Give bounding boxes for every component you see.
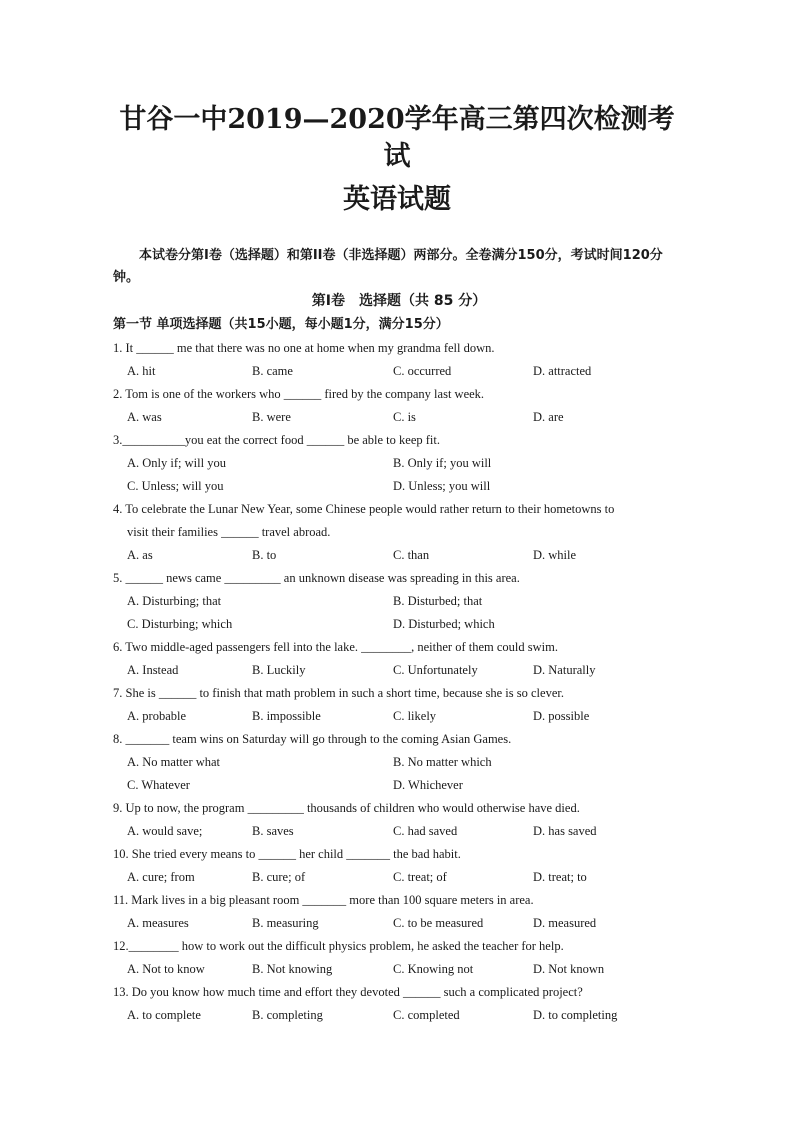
question-stem: 12.________ how to work out the difficult physics problem, he asked the teacher for help. xyxy=(113,939,564,953)
answer-option: A. as xyxy=(127,548,153,562)
option-row xyxy=(113,544,693,567)
question-stem: 11. Mark lives in a big pleasant room _______ more than 100 square meters in area. xyxy=(113,893,534,907)
answer-option: D. Not known xyxy=(533,962,605,976)
exam-title-line1: 甘谷一中2019—2020学年高三第四次检测考 xyxy=(119,104,675,135)
answer-option: D. while xyxy=(533,548,577,562)
answer-option: A. hit xyxy=(127,364,156,378)
answer-option: B. Not knowing xyxy=(252,962,333,976)
answer-option: D. are xyxy=(533,410,564,424)
answer-option: B. were xyxy=(252,410,291,424)
answer-option: C. Unfortunately xyxy=(393,663,478,677)
option-row xyxy=(113,705,693,728)
answer-option: B. saves xyxy=(252,824,294,838)
option-row xyxy=(113,452,693,475)
question-stem: 13. Do you know how much time and effort they devoted ______ such a complicated project? xyxy=(113,985,583,999)
option-row xyxy=(113,360,693,383)
question-stem: 10. She tried every means to ______ her child _______ the bad habit. xyxy=(113,847,461,861)
option-row xyxy=(113,820,693,843)
question-stem: 6. Two middle-aged passengers fell into the lake. ________, neither of them could swim. xyxy=(113,640,558,654)
answer-option: C. had saved xyxy=(393,824,458,838)
option-row xyxy=(113,866,693,889)
answer-option: B. impossible xyxy=(252,709,321,723)
question-stem: 2. Tom is one of the workers who ______ fired by the company last week. xyxy=(113,387,485,401)
option-row xyxy=(113,912,693,935)
answer-option: B. came xyxy=(252,364,293,378)
question-stem: 8. _______ team wins on Saturday will go through to the coming Asian Games. xyxy=(113,732,512,746)
exam-intro: 本试卷分第I卷（选择题）和第II卷（非选择题）两部分。全卷满分150分，考试时间120分钟。 xyxy=(113,248,663,285)
answer-option: A. would save; xyxy=(127,824,203,838)
answer-option: C. Disturbing; which xyxy=(127,617,233,631)
answer-option: A. cure; from xyxy=(127,870,195,884)
answer-option: D. treat; to xyxy=(533,870,587,884)
question-stem: 7. She is ______ to finish that math problem in such a short time, because she is so clever. xyxy=(113,686,564,700)
section1-title: 第一节 单项选择题（共15小题，每小题1分，满分15分） xyxy=(113,317,449,332)
answer-option: A. Only if; will you xyxy=(127,456,226,470)
question-stem: visit their families ______ travel abroad. xyxy=(127,525,331,539)
answer-option: C. treat; of xyxy=(393,870,447,884)
answer-option: B. Only if; you will xyxy=(393,456,492,470)
answer-option: D. possible xyxy=(533,709,590,723)
answer-option: D. to completing xyxy=(533,1008,618,1022)
exam-title-line2: 试 xyxy=(383,141,411,172)
answer-option: C. occurred xyxy=(393,364,452,378)
option-row xyxy=(113,1004,693,1027)
answer-option: B. Disturbed; that xyxy=(393,594,483,608)
answer-option: D. Whichever xyxy=(393,778,463,792)
answer-option: A. was xyxy=(127,410,162,424)
question-stem: 3.__________you eat the correct food ______ be able to keep fit. xyxy=(113,433,440,447)
answer-option: C. Knowing not xyxy=(393,962,474,976)
answer-option: C. Whatever xyxy=(127,778,190,792)
part1-title: 第Ⅰ卷 选择题（共 85 分） xyxy=(311,293,487,309)
answer-option: C. completed xyxy=(393,1008,460,1022)
question-stem: 1. It ______ me that there was no one at home when my grandma fell down. xyxy=(113,341,495,355)
answer-option: C. than xyxy=(393,548,430,562)
answer-option: D. Unless; you will xyxy=(393,479,491,493)
answer-option: A. No matter what xyxy=(127,755,221,769)
answer-option: B. cure; of xyxy=(252,870,306,884)
answer-option: D. Disturbed; which xyxy=(393,617,495,631)
answer-option: B. completing xyxy=(252,1008,323,1022)
answer-option: A. Instead xyxy=(127,663,179,677)
answer-option: A. measures xyxy=(127,916,189,930)
question-stem: 9. Up to now, the program _________ thousands of children who would otherwise have died. xyxy=(113,801,580,815)
question-stem: 5. ______ news came _________ an unknown disease was spreading in this area. xyxy=(113,571,520,585)
answer-option: D. measured xyxy=(533,916,597,930)
answer-option: B. Luckily xyxy=(252,663,306,677)
answer-option: D. Naturally xyxy=(533,663,596,677)
option-row xyxy=(113,774,693,797)
option-row xyxy=(113,613,693,636)
answer-option: A. Disturbing; that xyxy=(127,594,222,608)
option-row xyxy=(113,475,693,498)
answer-option: B. No matter which xyxy=(393,755,492,769)
answer-option: A. Not to know xyxy=(127,962,205,976)
exam-subtitle: 英语试题 xyxy=(343,184,451,215)
question-list xyxy=(113,337,693,1027)
answer-option: D. attracted xyxy=(533,364,592,378)
option-row xyxy=(113,958,693,981)
answer-option: B. measuring xyxy=(252,916,319,930)
option-row xyxy=(113,659,693,682)
answer-option: C. Unless; will you xyxy=(127,479,224,493)
question-stem: 4. To celebrate the Lunar New Year, some Chinese people would rather return to their hometowns to xyxy=(113,502,615,516)
answer-option: A. probable xyxy=(127,709,187,723)
answer-option: C. likely xyxy=(393,709,437,723)
answer-option: C. is xyxy=(393,410,416,424)
answer-option: A. to complete xyxy=(127,1008,201,1022)
option-row xyxy=(113,751,693,774)
option-row xyxy=(113,406,693,429)
answer-option: C. to be measured xyxy=(393,916,484,930)
option-row xyxy=(113,590,693,613)
answer-option: B. to xyxy=(252,548,277,562)
answer-option: D. has saved xyxy=(533,824,597,838)
